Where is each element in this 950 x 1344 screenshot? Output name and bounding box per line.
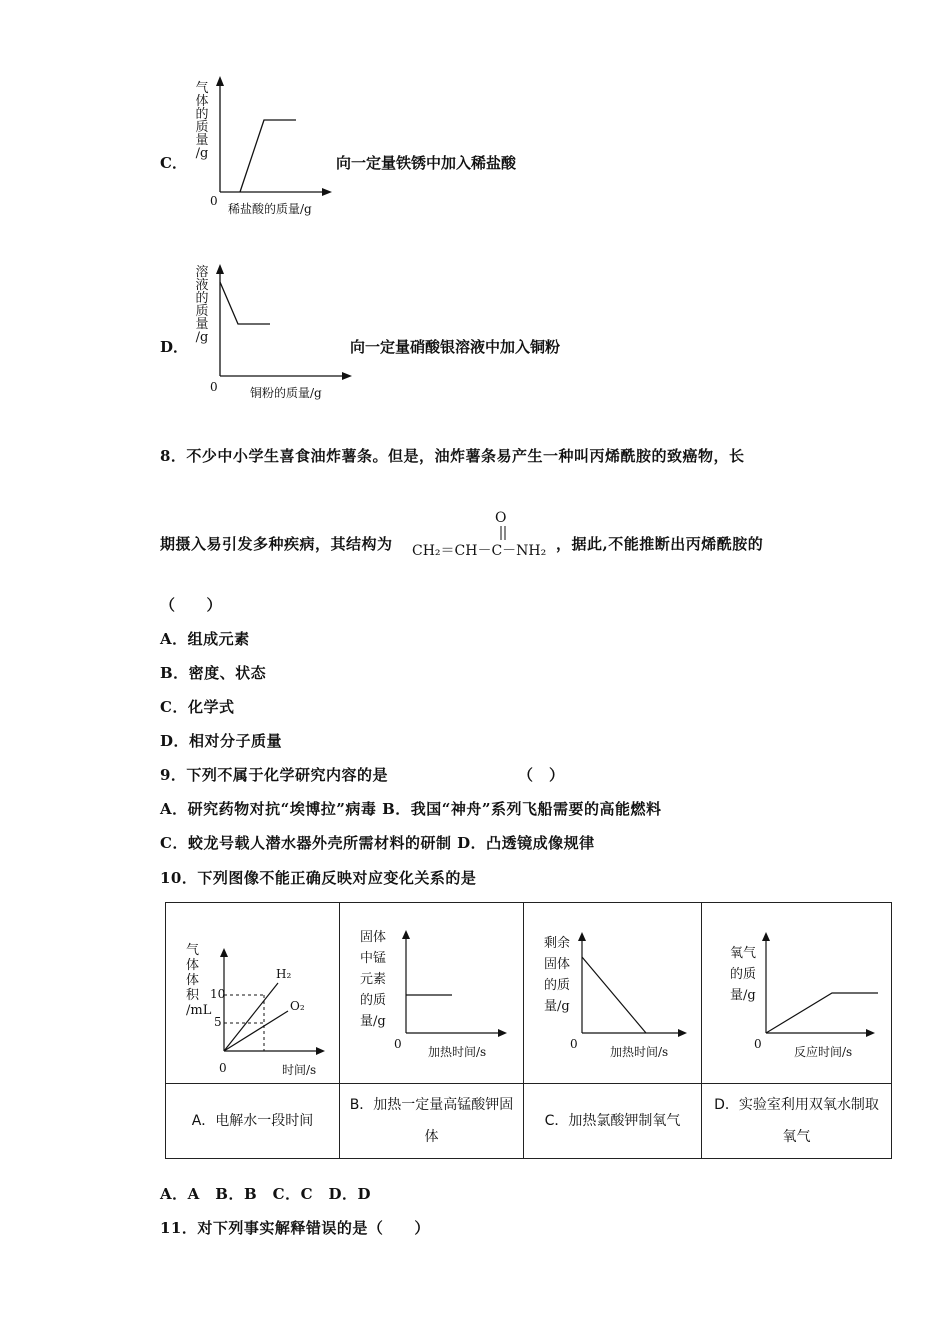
q10-graph-a-tick-5: 5	[214, 1015, 222, 1029]
q8-structure-o: O	[495, 510, 507, 526]
q10-graph-a	[166, 903, 340, 1083]
q10-caption-a: A．电解水一段时间	[166, 1084, 340, 1159]
option-d-block	[150, 258, 600, 408]
q10-stem: 10．下列图像不能正确反映对应变化关系的是	[160, 869, 477, 887]
option-c-origin: 0	[210, 194, 218, 208]
q10-graph-d-cell	[702, 903, 892, 1084]
q10-graph-b-origin: 0	[394, 1037, 402, 1051]
option-c-letter: C．	[160, 154, 187, 172]
q10-graph-c-origin: 0	[570, 1037, 578, 1051]
q10-graph-b-xlabel: 加热时间/s	[428, 1045, 487, 1059]
q8-option-b: B．密度、状态	[160, 664, 267, 682]
q10-graph-d-xlabel: 反应时间/s	[794, 1045, 853, 1059]
q10-caption-b: B．加热一定量高锰酸钾固体	[340, 1084, 524, 1159]
option-c-xlabel: 稀盐酸的质量/g	[228, 202, 312, 216]
q8-line2-after: ，据此,不能推断出丙烯酰胺的	[556, 535, 764, 553]
option-d-origin: 0	[210, 380, 218, 394]
q10-graph-a-cell	[166, 903, 340, 1084]
q8-structure	[412, 510, 554, 558]
option-c-ylabel: 气 体 的 质 量 /g	[195, 81, 209, 161]
option-c-desc: 向一定量铁锈中加入稀盐酸	[336, 154, 517, 172]
option-c-block	[150, 70, 570, 230]
q9-stem: 9．下列不属于化学研究内容的是	[160, 766, 388, 784]
q8-bracket: （ ）	[160, 596, 223, 614]
q8-line1: 8．不少中小学生喜食油炸薯条。但是，油炸薯条易产生一种叫丙烯酰胺的致癌物，长	[160, 447, 745, 465]
option-d-desc: 向一定量硝酸银溶液中加入铜粉	[350, 338, 561, 356]
q10-answers: A．A B．B C．C D．D	[160, 1185, 372, 1203]
q10-graph-c-xlabel: 加热时间/s	[610, 1045, 669, 1059]
q9-options-cd: C．蛟龙号载人潜水器外壳所需材料的研制 D．凸透镜成像规律	[160, 834, 595, 852]
q10-table	[165, 902, 892, 1159]
q10-graph-c-cell	[524, 903, 702, 1084]
q10-graph-d-origin: 0	[754, 1037, 762, 1051]
q10-graph-a-origin: 0	[219, 1061, 227, 1075]
q10-graph-b-cell	[340, 903, 524, 1084]
q10-caption-c: C．加热氯酸钾制氧气	[524, 1084, 702, 1159]
q10-graph-a-o2: O₂	[290, 999, 305, 1013]
q10-graph-b-ylabel: 固体 中锰 元素 的质 量/g	[360, 930, 387, 1029]
option-d-xlabel: 铜粉的质量/g	[250, 386, 322, 400]
q10-graph-c-ylabel: 剩余 固体 的质 量/g	[544, 936, 571, 1014]
option-d-ylabel: 溶 液 的 质 量 /g	[195, 265, 209, 345]
q10-graph-a-h2: H₂	[276, 967, 292, 981]
q8-option-d: D．相对分子质量	[160, 732, 283, 750]
q10-graph-a-tick-10: 10	[210, 987, 226, 1001]
q9-options-ab: A．研究药物对抗“埃博拉”病毒 B．我国“神舟”系列飞船需要的高能燃料	[160, 800, 662, 818]
q8-option-a: A．组成元素	[160, 630, 250, 648]
q8-option-c: C．化学式	[160, 698, 235, 716]
q8-line2-before: 期摄入易引发多种疾病，其结构为	[160, 535, 393, 553]
q10-graph-a-ylabel: 气 体 体 积 /mL	[186, 943, 212, 1018]
q9-bracket: （ ）	[518, 766, 565, 784]
q10-graph-a-xlabel: 时间/s	[282, 1063, 317, 1077]
q10-graph-d-ylabel: 氧气 的质 量/g	[730, 946, 757, 1003]
option-d-letter: D．	[160, 338, 189, 356]
q11-stem: 11．对下列事实解释错误的是（ ）	[160, 1219, 430, 1237]
q8-structure-main: CH₂＝CH－C－NH₂	[412, 543, 547, 559]
q10-caption-d: D．实验室利用双氧水制取氧气	[702, 1084, 892, 1159]
